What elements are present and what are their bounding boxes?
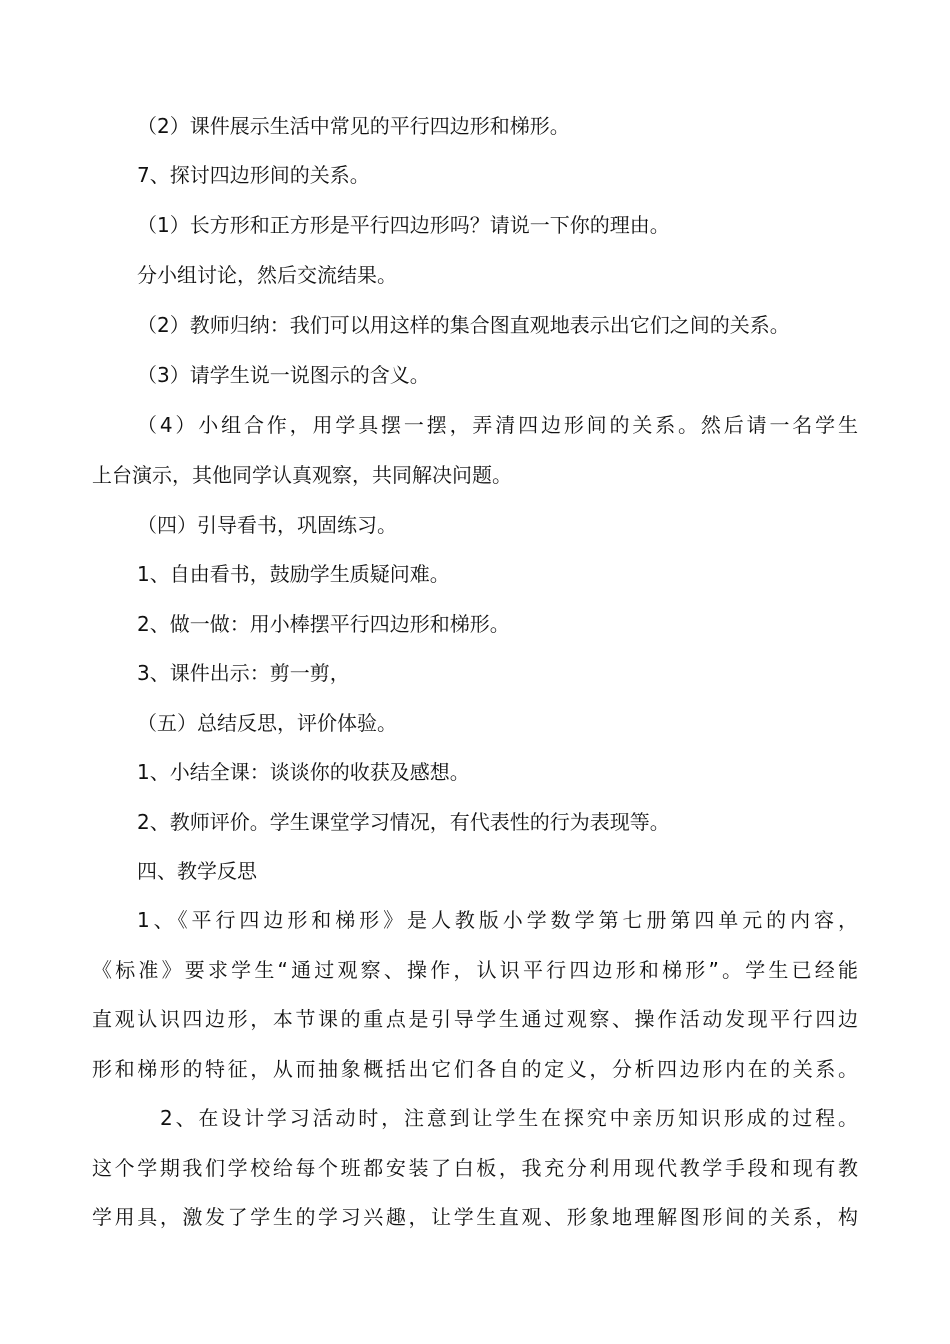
text-line: 1、《平行四边形和梯形》是人教版小学数学第七册第四单元的内容，: [137, 908, 858, 932]
text-line: 学用具，激发了学生的学习兴趣，让学生直观、形象地理解图形间的关系，构: [92, 1205, 858, 1229]
text-line: 1、自由看书，鼓励学生质疑问难。: [137, 562, 450, 586]
text-line: （2）教师归纳：我们可以用这样的集合图直观地表示出它们之间的关系。: [137, 313, 790, 337]
text-line: 《标准》要求学生“通过观察、操作，认识平行四边形和梯形”。学生已经能: [92, 958, 858, 982]
text-line: 2、在设计学习活动时，注意到让学生在探究中亲历知识形成的过程。: [160, 1106, 858, 1130]
text-line: 2、做一做：用小棒摆平行四边形和梯形。: [137, 612, 510, 636]
text-line: 上台演示，其他同学认真观察，共同解决问题。: [92, 463, 512, 487]
text-line: 3、课件出示：剪一剪，: [137, 661, 350, 685]
text-line: 1、小结全课：谈谈你的收获及感想。: [137, 760, 470, 784]
text-line: 形和梯形的特征，从而抽象概括出它们各自的定义，分析四边形内在的关系。: [92, 1057, 858, 1081]
text-line: 7、探讨四边形间的关系。: [137, 163, 370, 187]
text-line: （2）课件展示生活中常见的平行四边形和梯形。: [137, 114, 570, 138]
text-line: 分小组讨论，然后交流结果。: [137, 263, 397, 287]
text-line: （1）长方形和正方形是平行四边形吗？请说一下你的理由。: [137, 213, 670, 237]
section-heading: 四、教学反思: [137, 859, 257, 883]
text-line: 2、教师评价。学生课堂学习情况，有代表性的行为表现等。: [137, 810, 670, 834]
text-line: 这个学期我们学校给每个班都安装了白板，我充分利用现代教学手段和现有教: [92, 1156, 858, 1180]
text-line: （4）小组合作，用学具摆一摆，弄清四边形间的关系。然后请一名学生: [137, 413, 858, 437]
text-line: （五）总结反思，评价体验。: [137, 711, 397, 735]
text-line: （四）引导看书，巩固练习。: [137, 513, 397, 537]
text-line: （3）请学生说一说图示的含义。: [137, 363, 430, 387]
text-line: 直观认识四边形，本节课的重点是引导学生通过观察、操作活动发现平行四边: [92, 1007, 858, 1031]
